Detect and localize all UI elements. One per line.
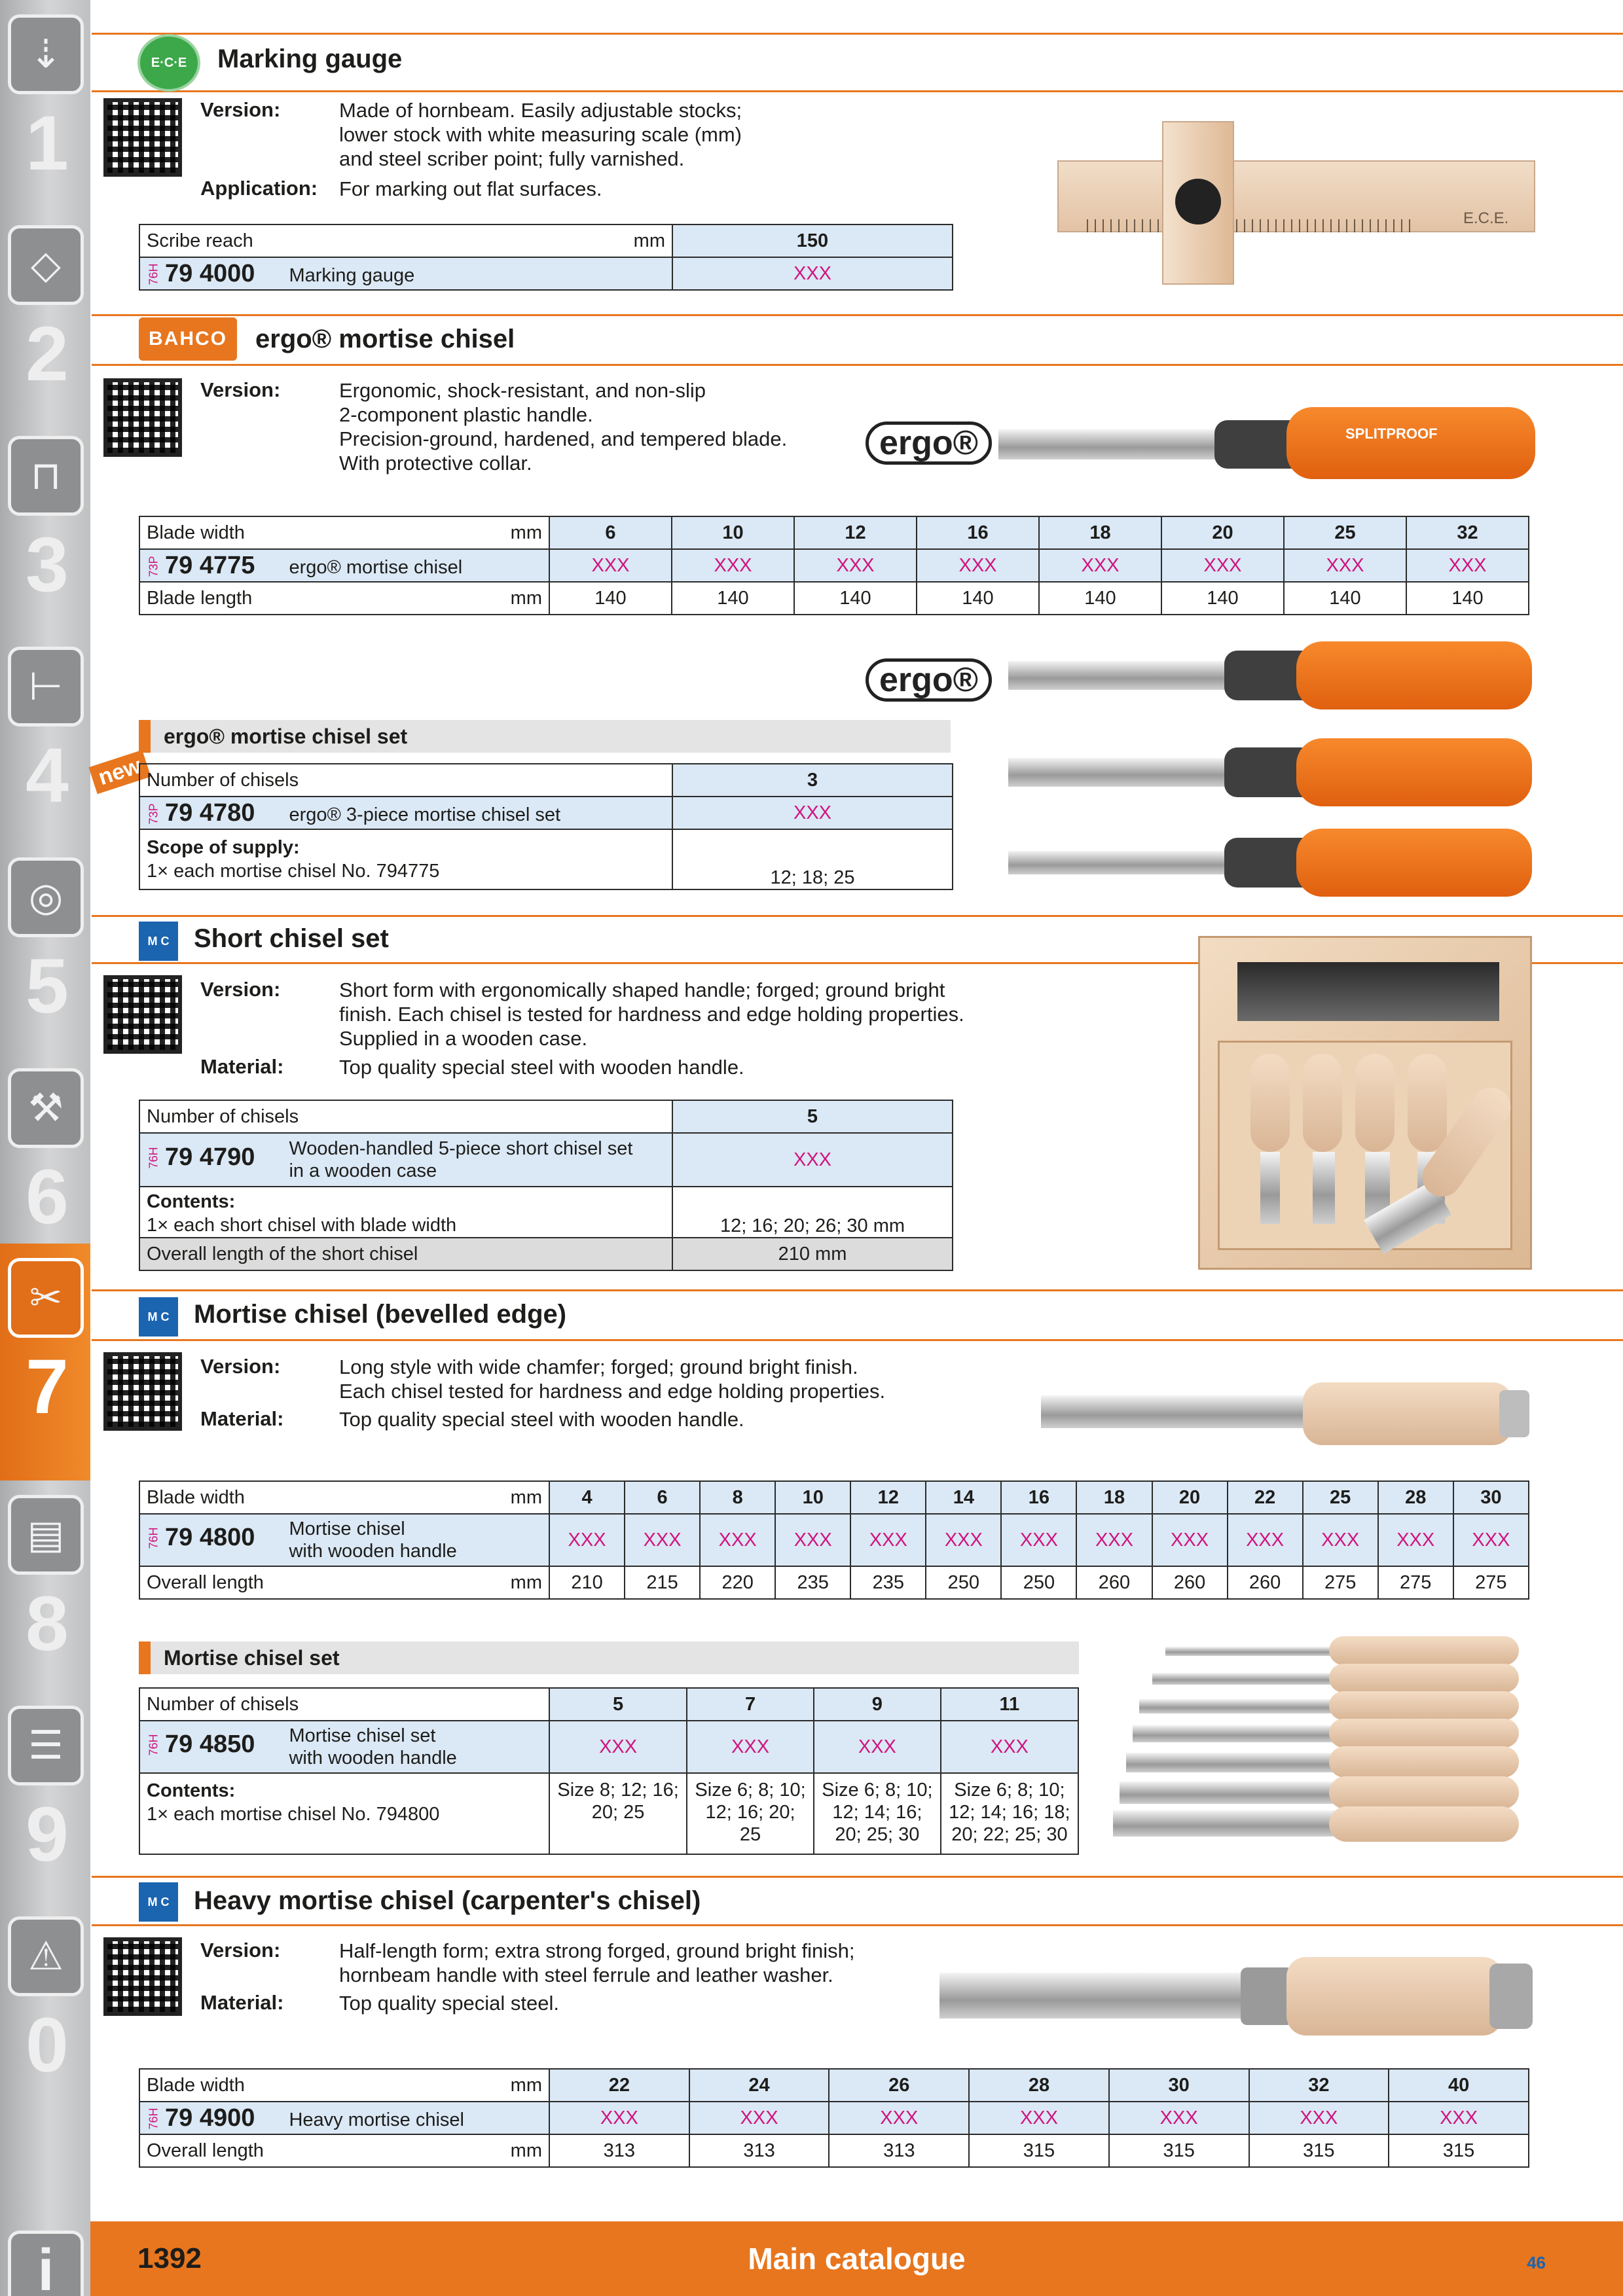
set-sizes-cell: Size 6; 8; 10; 12; 14; 16; 18; 20; 22; 25; 30 [941,1773,1078,1854]
length-cell: 315 [969,2134,1109,2167]
price-cell[interactable]: XXX [549,1514,625,1566]
width-header: 30 [1453,1481,1529,1514]
price-cell[interactable]: XXX [1378,1514,1453,1566]
page-footer [90,2221,1623,2296]
length-cell: 140 [672,582,794,615]
length-cell: 275 [1378,1566,1453,1599]
article-cell[interactable]: 76H 79 4000 Marking gauge [139,257,672,290]
qr-code-icon[interactable] [103,975,182,1054]
width-header: 32 [1249,2069,1389,2102]
section-title: Mortise chisel (bevelled edge) [194,1300,567,1329]
width-header: 28 [1378,1481,1453,1514]
ece-logo: E·C·E [137,34,200,92]
chapter-number: 2 [26,311,69,397]
price-cell[interactable]: XXX [700,1514,775,1566]
scope-cell: Scope of supply: 1× each mortise chisel No. 794775 [139,829,672,889]
contents-cell: Contents: 1× each short chisel with blade width [139,1187,672,1238]
price-cell[interactable]: XXX [814,1721,941,1773]
version-label: Version: [200,1355,281,1378]
version-text: Short form with ergonomically shaped handle; forged; ground bright finish. Each chisel is tested for hardness and edge holding properties. Supplied in a wooden case. [339,978,964,1050]
set-sizes-cell: Size 6; 8; 10; 12; 14; 16; 20; 25; 30 [814,1773,941,1854]
price-cell[interactable]: XXX [672,549,794,582]
spec-table [139,2068,1529,2168]
price-cell[interactable]: XXX [625,1514,700,1566]
price-cell[interactable]: XXX [549,1721,687,1773]
caliper-icon: ⊢ [8,647,84,726]
width-header: 20 [1161,516,1284,549]
price-cell: XXX [672,257,953,290]
contents-value: 12; 16; 20; 26; 30 mm [672,1187,953,1238]
version-text: Long style with wide chamfer; forged; ground bright finish. Each chisel tested for hardness and edge holding properties. [339,1355,886,1403]
length-cell: 260 [1076,1566,1152,1599]
length-cell: 140 [1406,582,1529,615]
material-text: Top quality special steel. [339,1992,560,2015]
value-cell: 3 [672,764,953,797]
price-cell[interactable]: XXX [1228,1514,1303,1566]
version-label: Version: [200,378,281,401]
width-header: 8 [700,1481,775,1514]
length-cell: 140 [1161,582,1284,615]
width-header: 25 [1303,1481,1378,1514]
section-divider [92,1289,1623,1291]
width-header: 20 [1152,1481,1228,1514]
section-divider [92,1924,1623,1926]
wrench-icon: ⚒ [8,1068,84,1148]
row-label: Scribe reach mm [139,224,672,257]
new-badge: new [88,750,151,795]
chapter-tab-1[interactable] [0,0,90,211]
contents-cell: Contents: 1× each mortise chisel No. 794800 [139,1773,549,1854]
width-header: 10 [775,1481,850,1514]
overall-value: 210 mm [672,1238,953,1270]
price-cell[interactable]: XXX [794,549,917,582]
length-cell: 313 [689,2134,830,2167]
chapter-tab-7[interactable] [0,1244,90,1480]
ergo-logo: ergo® [866,422,992,465]
width-header: 24 [689,2069,830,2102]
length-cell: 315 [1249,2134,1389,2167]
overall-label: Overall length of the short chisel [139,1238,672,1270]
price-cell[interactable]: XXX [1109,2102,1249,2134]
ergo-set-image [1008,641,1532,897]
price-cell[interactable]: XXX [1406,549,1529,582]
width-header: 26 [829,2069,969,2102]
width-header: 6 [625,1481,700,1514]
width-header: 10 [672,516,794,549]
price-cell[interactable]: XXX [549,2102,689,2134]
count-header: 11 [941,1688,1078,1721]
length-cell: 235 [775,1566,850,1599]
section-divider [92,364,1623,366]
length-cell: 250 [926,1566,1001,1599]
spec-table [139,224,953,291]
length-cell: 140 [549,582,672,615]
width-header: 6 [549,516,672,549]
price-cell: XXX [672,797,953,829]
price-cell[interactable]: XXX [969,2102,1109,2134]
chapter-tab-2[interactable] [0,211,90,422]
count-header: 5 [549,1688,687,1721]
chuck-icon: ⊓ [8,436,84,516]
version-text: Half-length form; extra strong forged, ground bright finish; hornbeam handle with steel ferrule and leather washer. [339,1939,855,1986]
material-text: Top quality special steel with wooden handle. [339,1056,744,1079]
version-label: Version: [200,978,281,1001]
length-cell: 235 [850,1566,926,1599]
price-cell[interactable]: XXX [1249,2102,1389,2134]
width-header: 22 [1228,1481,1303,1514]
mc-logo: M C [139,922,178,961]
row-label: Overall length mm [139,1566,549,1599]
chapter-tab-5[interactable] [0,843,90,1054]
article-cell[interactable]: 76H 79 4900 Heavy mortise chisel [139,2102,549,2134]
price-cell[interactable]: XXX [689,2102,830,2134]
material-label: Material: [200,1407,284,1430]
width-header: 25 [1284,516,1406,549]
bevel-set-image [1113,1630,1539,1846]
spec-table [139,763,953,890]
safety-icon: ⚠ [8,1916,84,1996]
count-header: 7 [687,1688,814,1721]
chapter-tab-3[interactable] [0,422,90,632]
price-cell[interactable]: XXX [1076,1514,1152,1566]
qr-code-icon[interactable] [103,1937,182,2016]
price-cell[interactable]: XXX [850,1514,926,1566]
width-header: 16 [1001,1481,1076,1514]
qr-code-icon[interactable] [103,378,182,457]
length-cell: 315 [1389,2134,1529,2167]
mc-logo: M C [139,1297,178,1336]
section-divider [92,314,1623,316]
insert-icon: ◇ [8,225,84,305]
chapter-sidebar [0,0,90,2296]
material-text: Top quality special steel with wooden handle. [339,1408,744,1431]
price-cell[interactable]: XXX [1161,549,1284,582]
value-cell: 5 [672,1100,953,1133]
price-cell[interactable]: XXX [1453,1514,1529,1566]
version-label: Version: [200,1939,281,1962]
spec-table [139,1100,953,1271]
section-divider [92,1339,1623,1341]
length-cell: 140 [1039,582,1161,615]
scope-value: 12; 18; 25 [672,829,953,889]
set-sizes-cell: Size 6; 8; 10; 12; 16; 20; 25 [687,1773,814,1854]
price-cell[interactable]: XXX [941,1721,1078,1773]
length-cell: 250 [1001,1566,1076,1599]
article-cell[interactable]: 76H 79 4800 Mortise chisel with wooden handle [139,1514,549,1566]
section-title: ergo® mortise chisel [255,325,515,353]
chapter-number: 5 [26,943,69,1030]
count-header: 9 [814,1688,941,1721]
length-cell: 275 [1303,1566,1378,1599]
row-label: Blade width mm [139,516,549,549]
row-label: Blade width mm [139,2069,549,2102]
ergo-logo: ergo® [866,658,992,702]
bevel-chisel-image [1041,1382,1532,1445]
length-cell: 215 [625,1566,700,1599]
width-header: 4 [549,1481,625,1514]
chapter-number: 4 [26,732,69,819]
length-cell: 313 [549,2134,689,2167]
ergo-chisel-image: SPLITPROOF [998,407,1535,479]
qr-code-icon[interactable] [103,1352,182,1431]
row-label: Overall length mm [139,2134,549,2167]
saw-blade-icon: ◎ [8,857,84,937]
section-divider [92,90,1623,92]
price-cell[interactable]: XXX [917,549,1039,582]
article-cell[interactable]: 76H 79 4790 Wooden-handled 5-piece short chisel set in a wooden case [139,1133,672,1187]
width-header: 12 [794,516,917,549]
chapter-number: 3 [26,522,69,608]
short-chisel-case-image [1198,923,1532,1270]
width-header: 18 [1039,516,1161,549]
article-cell[interactable]: 73P 79 4775 ergo® mortise chisel [139,549,549,582]
price-cell[interactable]: XXX [1284,549,1406,582]
subsection-title: ergo® mortise chisel set [139,720,951,753]
section-title: Heavy mortise chisel (carpenter's chisel) [194,1886,701,1915]
width-header: 28 [969,2069,1109,2102]
width-header: 40 [1389,2069,1529,2102]
length-cell: 140 [794,582,917,615]
row-label: Number of chisels [139,1100,672,1133]
price-cell[interactable]: XXX [687,1721,814,1773]
article-cell[interactable]: 73P 79 4780 ergo® 3-piece mortise chisel set [139,797,672,829]
width-header: 12 [850,1481,926,1514]
section-divider [92,1876,1623,1878]
section-title: Short chisel set [194,924,389,953]
version-text: Ergonomic, shock-resistant, and non-slip 2-component plastic handle. Precision-ground, hardened, and tempered blade. With protective collar. [339,379,788,475]
price-cell: XXX [672,1133,953,1187]
chapter-number: 9 [26,1791,69,1878]
catalogue-title: Main catalogue [748,2242,966,2276]
price-cell[interactable]: XXX [1303,1514,1378,1566]
value-cell: 150 [672,224,953,257]
row-label: Number of chisels [139,1688,549,1721]
version-text: Made of hornbeam. Easily adjustable stocks; lower stock with white measuring scale (mm) and steel scriber point; fully varnished. [339,99,742,170]
chapter-tab-6[interactable] [0,1054,90,1265]
length-cell: 140 [917,582,1039,615]
length-cell: 220 [700,1566,775,1599]
width-header: 16 [917,516,1039,549]
info-icon: i [8,2231,84,2296]
chapter-tab-8[interactable] [0,1480,90,1691]
chapter-tab-0[interactable] [0,1902,90,2113]
section-number: 46 [1527,2253,1546,2272]
price-cell[interactable]: XXX [1001,1514,1076,1566]
section-title: Marking gauge [217,45,403,73]
length-cell: 313 [829,2134,969,2167]
price-cell[interactable]: XXX [1152,1514,1228,1566]
spec-table [139,516,1529,615]
price-cell[interactable]: XXX [1389,2102,1529,2134]
material-label: Material: [200,1055,284,1078]
price-cell[interactable]: XXX [926,1514,1001,1566]
material-label: Material: [200,1991,284,2014]
subsection-title: Mortise chisel set [139,1641,1079,1674]
section-divider [92,915,1623,917]
spec-table [139,1687,1079,1855]
chapter-tab-9[interactable] [0,1691,90,1902]
chapter-number: 0 [26,2002,69,2089]
chapter-number: 8 [26,1581,69,1667]
chapter-number: 7 [26,1344,69,1430]
width-header: 30 [1109,2069,1249,2102]
heavy-chisel-image [939,1957,1535,2036]
length-cell: 260 [1152,1566,1228,1599]
pliers-icon: ✂ [8,1258,84,1338]
application-label: Application: [200,177,318,200]
chapter-tab-4[interactable] [0,632,90,843]
price-cell[interactable]: XXX [1039,549,1161,582]
row-label: Number of chisels [139,764,672,797]
price-cell[interactable]: XXX [549,549,672,582]
chapter-number: 1 [26,100,69,187]
qr-code-icon[interactable] [103,98,182,177]
cabinet-icon: ☰ [8,1706,84,1785]
length-cell: 140 [1284,582,1406,615]
article-cell[interactable]: 76H 79 4850 Mortise chisel set with wooden handle [139,1721,549,1773]
application-text: For marking out flat surfaces. [339,177,602,200]
width-header: 32 [1406,516,1529,549]
width-header: 18 [1076,1481,1152,1514]
length-cell: 210 [549,1566,625,1599]
price-cell[interactable]: XXX [829,2102,969,2134]
toolbox-icon: ▤ [8,1495,84,1575]
length-cell: 260 [1228,1566,1303,1599]
width-header: 14 [926,1481,1001,1514]
mc-logo: M C [139,1882,178,1922]
row-label: Blade length mm [139,582,549,615]
spec-table [139,1480,1529,1600]
chapter-tab-i[interactable] [0,2113,90,2296]
page-number: 1392 [137,2242,202,2274]
length-cell: 315 [1109,2134,1249,2167]
version-label: Version: [200,98,281,121]
marking-gauge-image: E.C.E. [1057,121,1535,291]
length-cell: 275 [1453,1566,1529,1599]
width-header: 22 [549,2069,689,2102]
section-divider [92,33,1623,35]
price-cell[interactable]: XXX [775,1514,850,1566]
drill-bit-icon: ⇣ [8,14,84,94]
chapter-number: 6 [26,1154,69,1240]
set-sizes-cell: Size 8; 12; 16; 20; 25 [549,1773,687,1854]
row-label: Blade width mm [139,1481,549,1514]
bahco-logo: BAHCO [139,317,237,361]
